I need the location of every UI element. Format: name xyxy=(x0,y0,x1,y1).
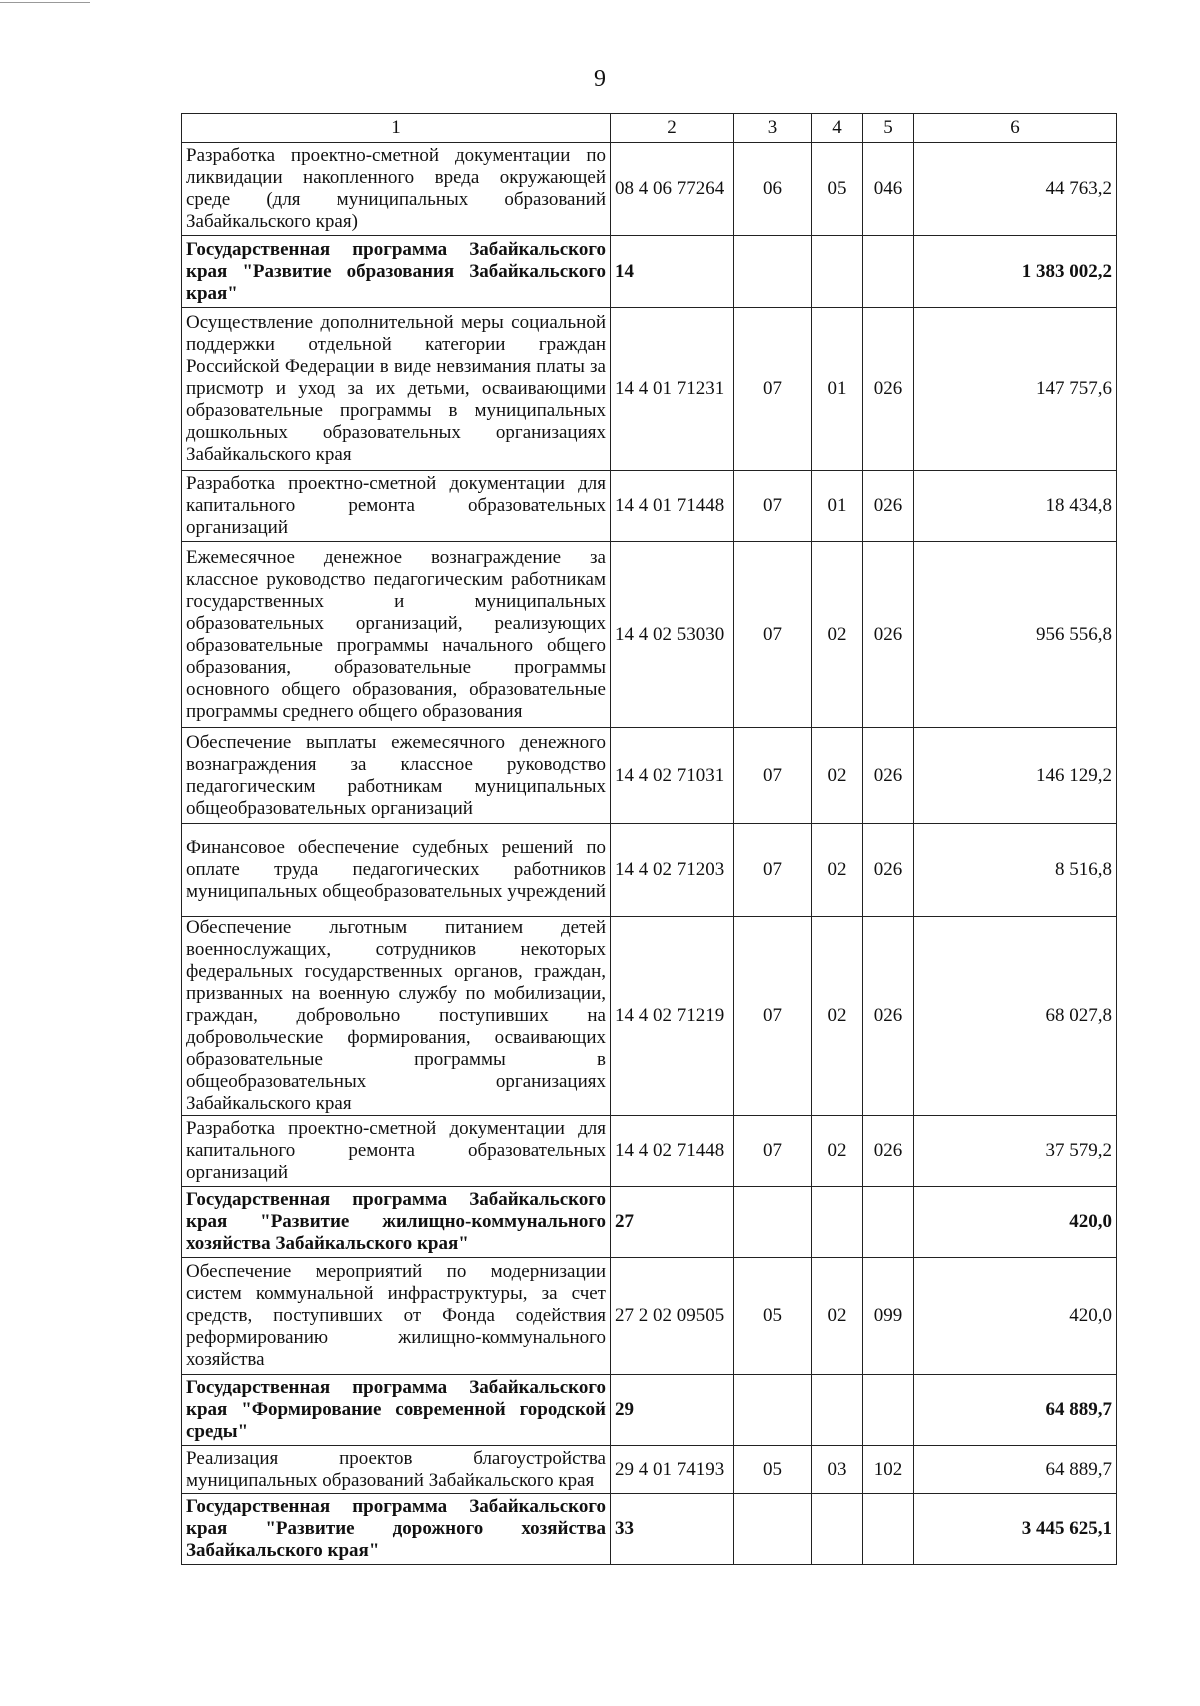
row-code: 14 4 01 71448 xyxy=(611,471,734,542)
row-name: Реализация проектов благоустройства муниципальных образований Забайкальского края xyxy=(182,1446,611,1494)
row-col-5 xyxy=(863,1187,914,1258)
row-col-4: 02 xyxy=(812,728,863,824)
row-col-5: 046 xyxy=(863,143,914,236)
row-code: 14 4 02 71203 xyxy=(611,824,734,917)
table-row-program xyxy=(182,1187,1117,1258)
row-name: Разработка проектно-сметной документации по ликвидации накопленного вреда окружающей среде (для муниципальных образований Забайкальского края) xyxy=(182,143,611,236)
row-col-3: 07 xyxy=(734,542,812,728)
row-name: Государственная программа Забайкальского края "Развитие дорожного хозяйства Забайкальского края" xyxy=(182,1494,611,1565)
table-row xyxy=(182,824,1117,917)
table-header-row xyxy=(182,114,1117,143)
header-col-3: 3 xyxy=(734,114,812,143)
row-code: 14 4 02 71031 xyxy=(611,728,734,824)
row-code: 14 4 01 71231 xyxy=(611,308,734,471)
row-col-3: 07 xyxy=(734,471,812,542)
header-col-5: 5 xyxy=(863,114,914,143)
row-col-4: 01 xyxy=(812,471,863,542)
header-col-6: 6 xyxy=(914,114,1117,143)
row-name: Обеспечение льготным питанием детей военнослужащих, сотрудников некоторых федеральных государственных органов, граждан, призванных на военную службу по мобилизации, граждан, добровольно поступивших на добровольческие формирования, осваивающих образовательные программы в общеобразовательных организациях Забайкальского края xyxy=(182,917,611,1116)
row-col-4: 02 xyxy=(812,917,863,1116)
page-number: 9 xyxy=(594,66,606,92)
row-code: 29 xyxy=(611,1375,734,1446)
row-col-5: 026 xyxy=(863,471,914,542)
row-amount: 37 579,2 xyxy=(914,1116,1117,1187)
row-col-5: 026 xyxy=(863,308,914,471)
row-name: Осуществление дополнительной меры социальной поддержки отдельной категории граждан Российской Федерации в виде невзимания платы за присмотр и уход за их детьми, осваивающими образовательные программы в муниципальных дошкольных образовательных организациях Забайкальского края xyxy=(182,308,611,471)
row-col-4: 02 xyxy=(812,824,863,917)
header-col-1: 1 xyxy=(182,114,611,143)
row-col-5 xyxy=(863,1494,914,1565)
row-name: Финансовое обеспечение судебных решений по оплате труда педагогических работников муниципальных общеобразовательных учреждений xyxy=(182,824,611,917)
table-row xyxy=(182,471,1117,542)
row-col-3 xyxy=(734,236,812,308)
table-row-program xyxy=(182,236,1117,308)
header-col-2: 2 xyxy=(611,114,734,143)
table-row xyxy=(182,308,1117,471)
row-amount: 420,0 xyxy=(914,1187,1117,1258)
row-col-3: 07 xyxy=(734,917,812,1116)
row-code: 08 4 06 77264 xyxy=(611,143,734,236)
row-name: Обеспечение выплаты ежемесячного денежного вознаграждения за классное руководство педагогическим работникам муниципальных общеобразовательных организаций xyxy=(182,728,611,824)
row-amount: 44 763,2 xyxy=(914,143,1117,236)
row-col-5: 026 xyxy=(863,917,914,1116)
row-col-3: 07 xyxy=(734,308,812,471)
row-col-5: 026 xyxy=(863,542,914,728)
table-row-program xyxy=(182,1494,1117,1565)
row-amount: 147 757,6 xyxy=(914,308,1117,471)
row-name: Разработка проектно-сметной документации для капитального ремонта образовательных организаций xyxy=(182,471,611,542)
row-col-5: 026 xyxy=(863,728,914,824)
row-col-3 xyxy=(734,1494,812,1565)
row-amount: 68 027,8 xyxy=(914,917,1117,1116)
table-row xyxy=(182,917,1117,1116)
row-col-3 xyxy=(734,1375,812,1446)
row-name: Государственная программа Забайкальского края "Развитие жилищно-коммунального хозяйства Забайкальского края" xyxy=(182,1187,611,1258)
row-col-4: 02 xyxy=(812,1258,863,1375)
row-code: 14 4 02 53030 xyxy=(611,542,734,728)
row-amount: 3 445 625,1 xyxy=(914,1494,1117,1565)
row-amount: 420,0 xyxy=(914,1258,1117,1375)
row-col-5: 099 xyxy=(863,1258,914,1375)
row-col-3: 05 xyxy=(734,1258,812,1375)
row-name: Государственная программа Забайкальского края "Развитие образования Забайкальского края" xyxy=(182,236,611,308)
row-col-3: 07 xyxy=(734,824,812,917)
row-col-3: 07 xyxy=(734,1116,812,1187)
table-row xyxy=(182,1116,1117,1187)
row-amount: 64 889,7 xyxy=(914,1446,1117,1494)
table-row xyxy=(182,143,1117,236)
row-name: Ежемесячное денежное вознаграждение за классное руководство педагогическим работникам государственных и муниципальных образовательных организаций, реализующих образовательные программы начального общего образования, образовательные программы основного общего образования, образовательные программы среднего общего образования xyxy=(182,542,611,728)
row-code: 29 4 01 74193 xyxy=(611,1446,734,1494)
table-row-program xyxy=(182,1375,1117,1446)
row-col-5 xyxy=(863,1375,914,1446)
row-name: Разработка проектно-сметной документации для капитального ремонта образовательных организаций xyxy=(182,1116,611,1187)
table-row xyxy=(182,1446,1117,1494)
row-code: 27 2 02 09505 xyxy=(611,1258,734,1375)
header-col-4: 4 xyxy=(812,114,863,143)
row-col-4: 05 xyxy=(812,143,863,236)
row-col-4 xyxy=(812,1375,863,1446)
table-row xyxy=(182,1258,1117,1375)
row-col-4 xyxy=(812,236,863,308)
row-amount: 956 556,8 xyxy=(914,542,1117,728)
row-name: Государственная программа Забайкальского края "Формирование современной городской среды" xyxy=(182,1375,611,1446)
row-col-4 xyxy=(812,1187,863,1258)
row-col-4 xyxy=(812,1494,863,1565)
row-amount: 64 889,7 xyxy=(914,1375,1117,1446)
row-col-4: 03 xyxy=(812,1446,863,1494)
row-amount: 146 129,2 xyxy=(914,728,1117,824)
scan-edge-mark xyxy=(0,2,90,3)
table-row xyxy=(182,728,1117,824)
row-col-5 xyxy=(863,236,914,308)
row-col-3: 05 xyxy=(734,1446,812,1494)
row-amount: 8 516,8 xyxy=(914,824,1117,917)
row-col-3 xyxy=(734,1187,812,1258)
row-code: 14 4 02 71219 xyxy=(611,917,734,1116)
row-col-3: 06 xyxy=(734,143,812,236)
row-code: 33 xyxy=(611,1494,734,1565)
row-col-4: 02 xyxy=(812,542,863,728)
row-col-4: 02 xyxy=(812,1116,863,1187)
row-amount: 18 434,8 xyxy=(914,471,1117,542)
budget-table xyxy=(181,113,1117,1565)
row-col-3: 07 xyxy=(734,728,812,824)
row-col-5: 026 xyxy=(863,1116,914,1187)
row-amount: 1 383 002,2 xyxy=(914,236,1117,308)
row-col-5: 026 xyxy=(863,824,914,917)
row-col-5: 102 xyxy=(863,1446,914,1494)
table-row xyxy=(182,542,1117,728)
row-code: 27 xyxy=(611,1187,734,1258)
row-name: Обеспечение мероприятий по модернизации систем коммунальной инфраструктуры, за счет средств, поступивших от Фонда содействия реформированию жилищно-коммунального хозяйства xyxy=(182,1258,611,1375)
row-col-4: 01 xyxy=(812,308,863,471)
row-code: 14 xyxy=(611,236,734,308)
row-code: 14 4 02 71448 xyxy=(611,1116,734,1187)
